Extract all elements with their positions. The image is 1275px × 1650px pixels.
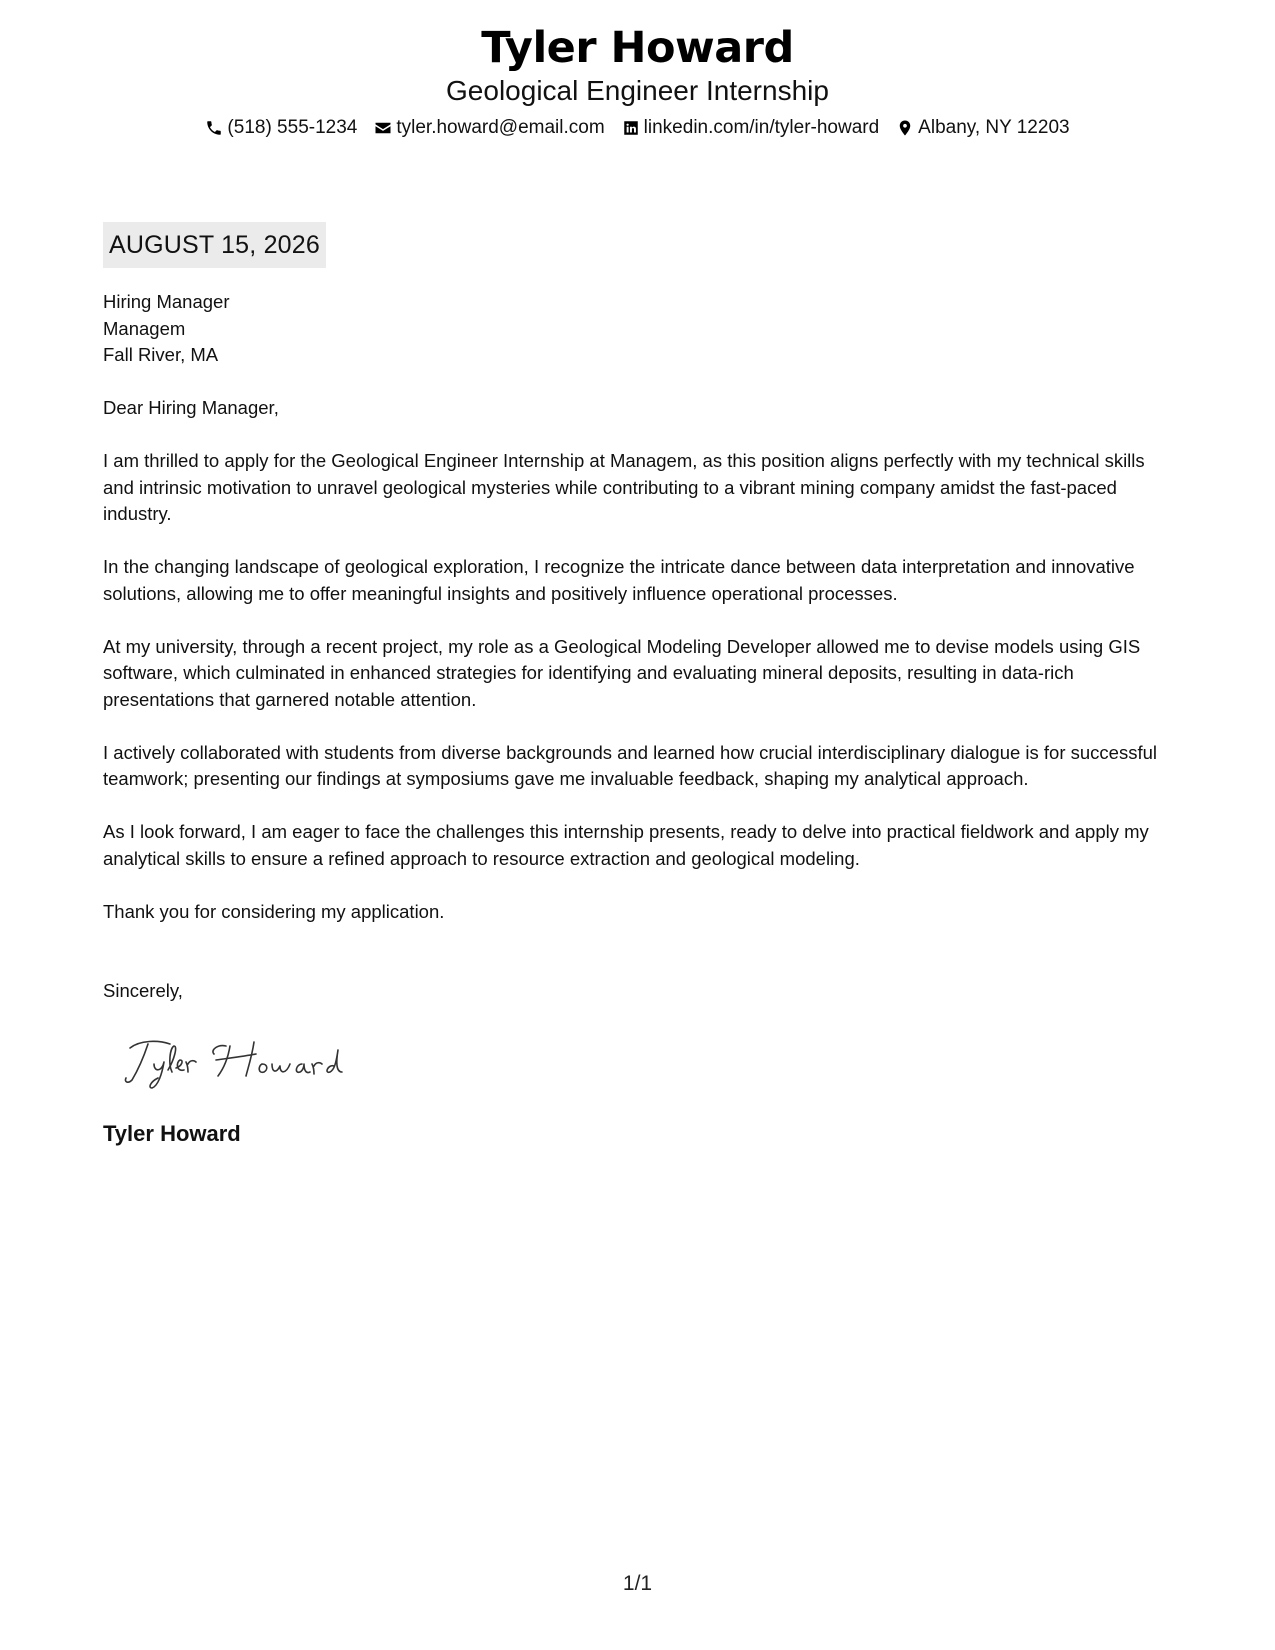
contact-linkedin (622, 116, 880, 140)
contact-phone (205, 116, 357, 140)
body-paragraph: As I look forward, I am eager to face the challenges this internship presents, ready to delve into practical fieldwork and apply my analytical skills to ensure a refined approach to resource extraction and geological modeling. (103, 821, 1149, 869)
body-paragraph: Thank you for considering my application. (103, 900, 445, 922)
location-text: Albany, NY 12203 (918, 117, 1070, 138)
body-paragraph: At my university, through a recent project, my role as a Geological Modeling Developer allowed me to devise models using GIS software, which culminated in enhanced strategies for identifying and evaluating mineral deposits, resulting in data-rich presentations that garnered notable attention. (103, 635, 1141, 710)
signer-name: Tyler Howard (103, 1121, 241, 1146)
linkedin-url: linkedin.com/in/tyler-howard (643, 117, 880, 138)
letter-header (0, 22, 1275, 140)
recipient-location: Fall River, MA (103, 344, 219, 365)
job-title: Geological Engineer Internship (446, 75, 829, 106)
signature-image (118, 1030, 358, 1090)
applicant-name: Tyler Howard (481, 23, 794, 73)
map-pin-icon (896, 119, 914, 137)
linkedin-icon (622, 119, 640, 137)
letter-date: AUGUST 15, 2026 (103, 222, 326, 268)
phone-number: (518) 555-1234 (227, 117, 358, 138)
envelope-icon (374, 119, 392, 137)
letter-body (103, 395, 1178, 952)
salutation: Dear Hiring Manager, (103, 397, 279, 418)
contact-info (0, 116, 1275, 140)
closing: Sincerely, (103, 980, 183, 1001)
email-address: tyler.howard@email.com (396, 117, 605, 138)
phone-icon (205, 119, 223, 137)
contact-email (374, 116, 604, 140)
body-paragraph: In the changing landscape of geological exploration, I recognize the intricate dance between data interpretation and innovative solutions, allowing me to offer meaningful insights and positively influence operational processes. (103, 556, 1135, 604)
body-paragraph: I am thrilled to apply for the Geological Engineer Internship at Managem, as this position aligns perfectly with my technical skills and intrinsic motivation to unravel geological mysteries while contributing to a vibrant mining company amidst the fast-paced industry. (103, 450, 1145, 524)
recipient-title: Hiring Manager (103, 291, 230, 312)
page-number: 1/1 (622, 1572, 653, 1595)
contact-location (896, 116, 1069, 140)
recipient-company: Managem (103, 317, 186, 339)
body-paragraph: I actively collaborated with students from diverse backgrounds and learned how crucial interdisciplinary dialogue is for successful teamwork; presenting our findings at symposiums gave me invaluable feedback, shaping my analytical approach. (103, 741, 1158, 789)
recipient-block (103, 289, 229, 369)
